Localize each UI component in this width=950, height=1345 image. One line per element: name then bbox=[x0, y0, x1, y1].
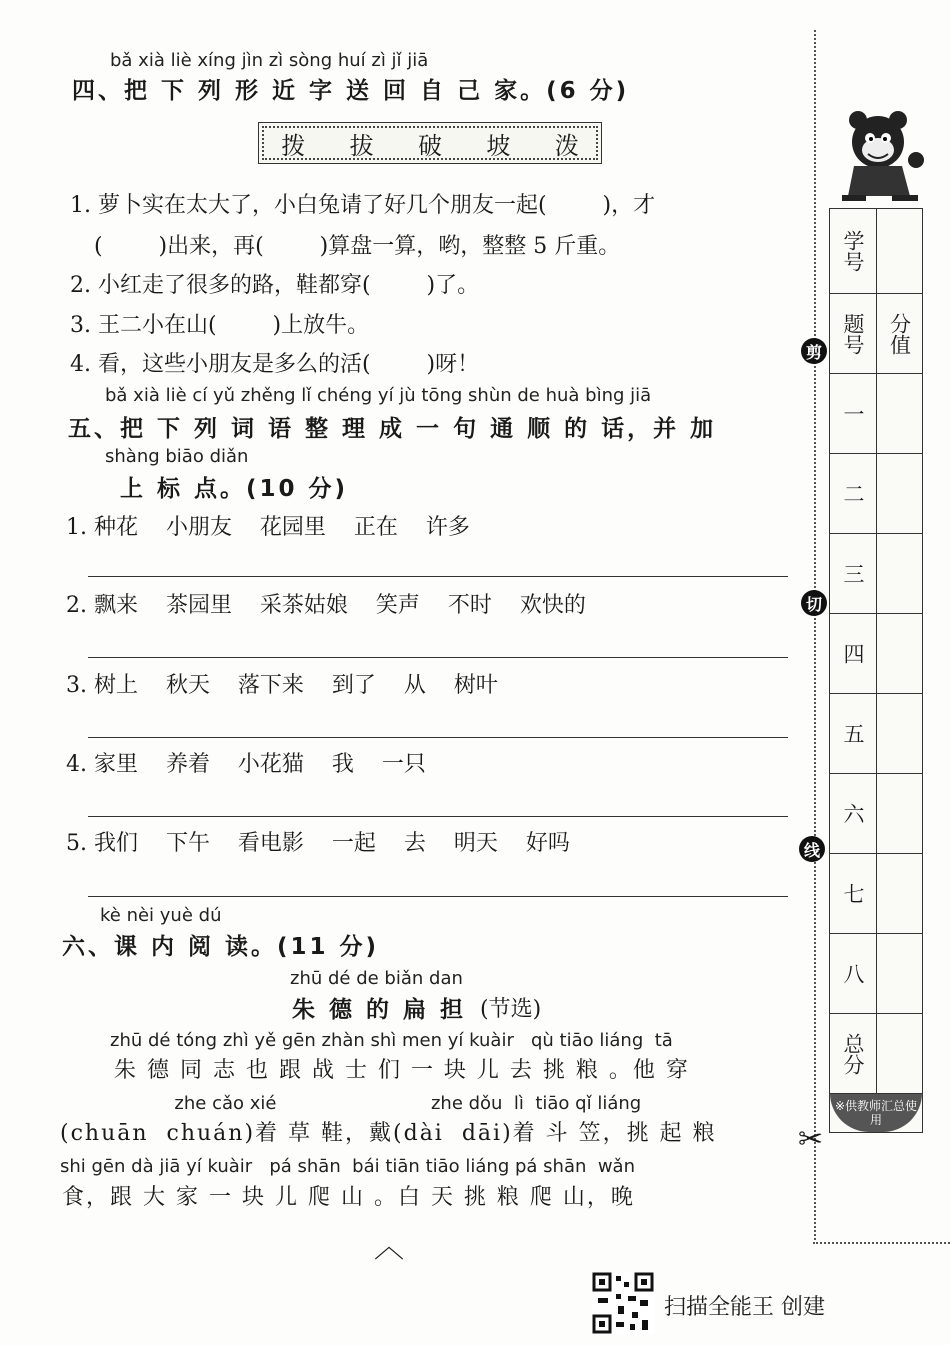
sec4-pinyin: bǎ xià liè xíng jìn zì sòng huí zì jǐ jiā bbox=[110, 50, 429, 71]
cut-line-horizontal bbox=[813, 1242, 950, 1244]
score-cell[interactable] bbox=[877, 854, 922, 933]
sec5-item-3: 3. 树上 秋天 落下来 到了 从 树叶 bbox=[66, 673, 498, 698]
cut-line-vertical bbox=[814, 30, 816, 1240]
scanner-watermark: 扫描全能王 创建 bbox=[664, 1295, 825, 1320]
sec4-title: 四、把 下 列 形 近 字 送 回 自 己 家。(6 分) bbox=[72, 78, 630, 104]
mascot-image bbox=[838, 108, 928, 204]
score-row-8 bbox=[830, 933, 922, 1013]
score-cell[interactable] bbox=[877, 1014, 922, 1093]
answer-line-3[interactable] bbox=[88, 737, 788, 738]
score-cell[interactable] bbox=[877, 614, 922, 693]
story-title: 朱 德 的 扁 担 bbox=[292, 997, 467, 1023]
answer-line-4[interactable] bbox=[88, 816, 788, 817]
story-line-2: (chuān chuán)着 草 鞋，戴(dài dāi)着 斗 笠，挑 起 粮 bbox=[60, 1121, 717, 1146]
story-line-2-pinyin: zhe cǎo xié zhe dǒu lì tiāo qǐ liáng bbox=[60, 1093, 642, 1114]
sec5-pinyin-2: shàng biāo diǎn bbox=[105, 446, 249, 467]
score-cell[interactable] bbox=[877, 454, 922, 533]
sec6-pinyin: kè nèi yuè dú bbox=[100, 905, 222, 926]
qr-code-icon bbox=[592, 1272, 654, 1334]
sec4-q2: 2. 小红走了很多的路，鞋都穿( )了。 bbox=[70, 273, 480, 298]
sec5-item-2: 2. 飘来 茶园里 采茶姑娘 笑声 不时 欢快的 bbox=[66, 593, 586, 618]
score-cell[interactable] bbox=[877, 374, 922, 453]
score-value-header: 分值 bbox=[887, 312, 912, 355]
score-row-7 bbox=[830, 853, 922, 933]
cut-mark-jian: 剪 bbox=[801, 338, 827, 364]
score-cell[interactable] bbox=[877, 694, 922, 773]
sec4-q1-line2: ( )出来，再( )算盘一算，哟，整整 5 斤重。 bbox=[94, 234, 621, 259]
student-id-label: 学号 bbox=[830, 209, 877, 293]
sec5-item-1: 1. 种花 小朋友 花园里 正在 许多 bbox=[66, 515, 470, 540]
row-label: 三 bbox=[830, 534, 877, 613]
sec4-q4: 4. 看，这些小朋友是多么的活( )呀！ bbox=[70, 352, 480, 377]
row-label: 一 bbox=[830, 374, 877, 453]
sec6-title: 六、课 内 阅 读。(11 分) bbox=[62, 934, 380, 960]
word-2: 拔 bbox=[349, 131, 374, 160]
question-number-header: 题号 bbox=[830, 294, 877, 373]
score-row-header bbox=[830, 293, 922, 373]
sec5-title-1: 五、把 下 列 词 语 整 理 成 一 句 通 顺 的 话，并 加 bbox=[68, 416, 717, 442]
row-label: 总分 bbox=[830, 1014, 877, 1093]
score-row-2 bbox=[830, 453, 922, 533]
row-label: 六 bbox=[830, 774, 877, 853]
cut-mark-xian: 线 bbox=[799, 836, 825, 862]
cut-mark-qie: 切 bbox=[801, 590, 827, 616]
word-4: 坡 bbox=[486, 131, 511, 160]
score-row-1 bbox=[830, 373, 922, 453]
score-cell[interactable] bbox=[877, 934, 922, 1013]
score-row-4 bbox=[830, 613, 922, 693]
word-1: 拨 bbox=[281, 131, 306, 160]
score-row-5 bbox=[830, 693, 922, 773]
score-row-3 bbox=[830, 533, 922, 613]
answer-line-2[interactable] bbox=[88, 657, 788, 658]
sec5-item-4: 4. 家里 养着 小花猫 我 一只 bbox=[66, 752, 426, 777]
score-cell[interactable] bbox=[877, 774, 922, 853]
teacher-note: ※供教师汇总使用 bbox=[830, 1093, 922, 1132]
story-note: (节选) bbox=[480, 997, 542, 1022]
word-bank-box bbox=[258, 122, 602, 164]
score-row-student-id bbox=[830, 209, 922, 293]
sec5-title-2: 上 标 点。(10 分) bbox=[120, 476, 349, 502]
row-label: 五 bbox=[830, 694, 877, 773]
story-line-1-pinyin: zhū dé tóng zhì yě gēn zhàn shì men yí kuàir qù tiāo liáng tā bbox=[110, 1030, 673, 1051]
story-title-pinyin: zhū dé de biǎn dan bbox=[290, 968, 463, 989]
row-label: 二 bbox=[830, 454, 877, 533]
word-3: 破 bbox=[417, 131, 442, 160]
story-line-3-pinyin: shi gēn dà jiā yí kuàir pá shān bái tiān tiāo liáng pá shān wǎn bbox=[60, 1156, 635, 1177]
answer-line-5[interactable] bbox=[88, 896, 788, 897]
score-table bbox=[829, 208, 923, 1133]
page-mark: ︿ bbox=[374, 1230, 404, 1265]
row-label: 八 bbox=[830, 934, 877, 1013]
row-label: 七 bbox=[830, 854, 877, 933]
score-row-total bbox=[830, 1013, 922, 1093]
story-line-3: 食，跟 大 家 一 块 儿 爬 山 。白 天 挑 粮 爬 山，晚 bbox=[62, 1185, 635, 1210]
sec4-q3: 3. 王二小在山( )上放牛。 bbox=[70, 313, 370, 338]
score-cell[interactable] bbox=[877, 534, 922, 613]
row-label: 四 bbox=[830, 614, 877, 693]
score-row-6 bbox=[830, 773, 922, 853]
sec4-q1-line1: 1. 萝卜实在太大了，小白兔请了好几个朋友一起( )，才 bbox=[70, 193, 656, 218]
answer-line-1[interactable] bbox=[88, 576, 788, 577]
story-line-1: 朱 德 同 志 也 跟 战 士 们 一 块 儿 去 挑 粮 。他 穿 bbox=[114, 1058, 690, 1083]
sec5-pinyin-1: bǎ xià liè cí yǔ zhěng lǐ chéng yí jù tōng shùn de huà bìng jiā bbox=[105, 385, 652, 406]
word-5: 泼 bbox=[554, 131, 579, 160]
scissors-icon: ✂ bbox=[798, 1122, 824, 1157]
student-id-value[interactable] bbox=[877, 209, 922, 293]
sec5-item-5: 5. 我们 下午 看电影 一起 去 明天 好吗 bbox=[66, 831, 570, 856]
